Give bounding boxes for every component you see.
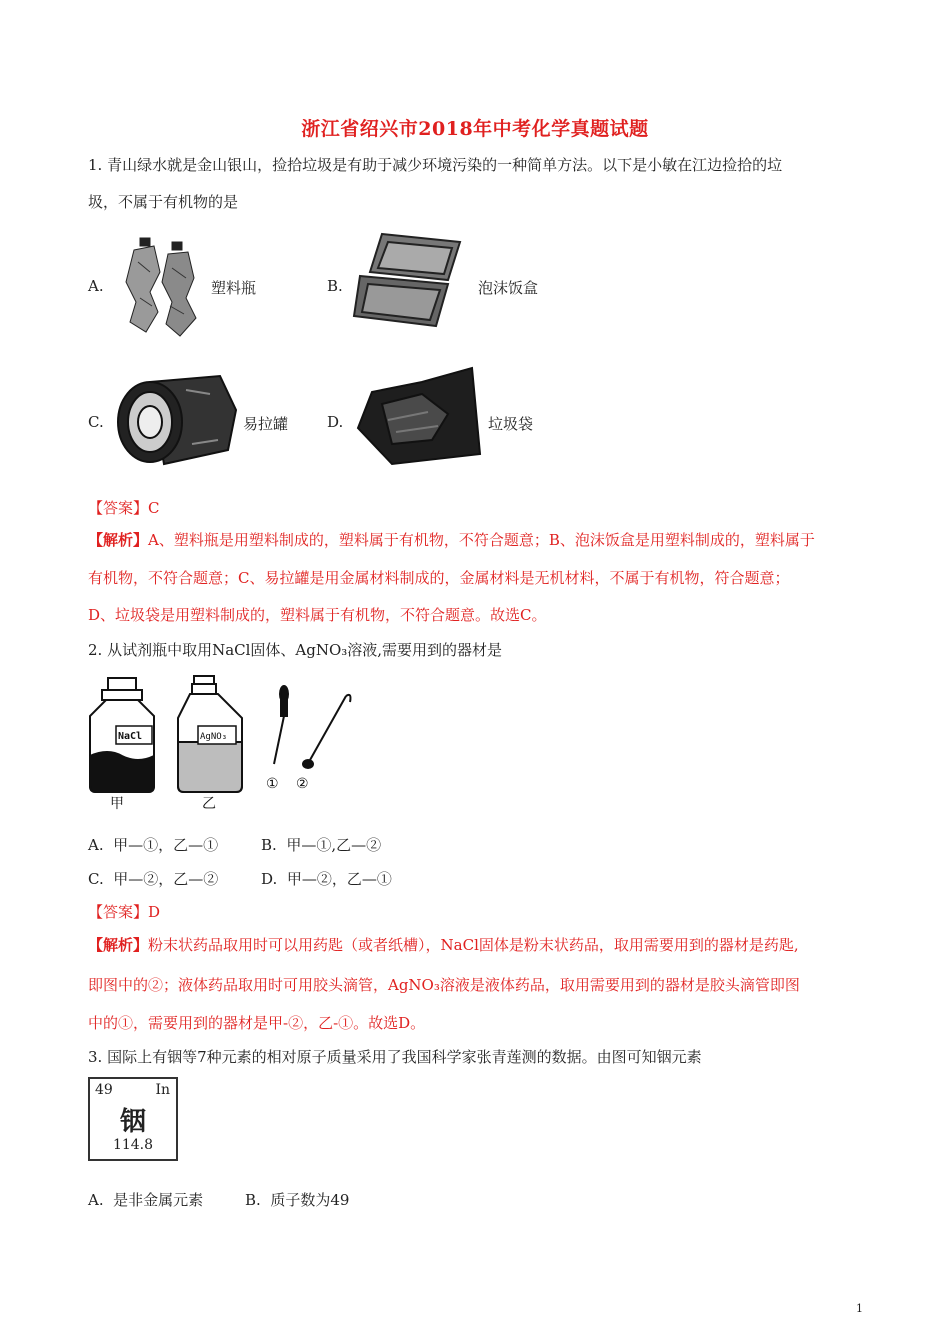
q1-stem-line1: 1. 青山绿水就是金山银山，捡拾垃圾是有助于减少环境污染的一种简单方法。以下是小敏在江边捡拾的垃 — [88, 156, 783, 174]
q1-option-d-label: 垃圾袋 — [488, 415, 534, 433]
q2-option-d-text: 甲—②，乙—① — [286, 870, 392, 888]
q2-option-d-letter: D. — [261, 870, 278, 888]
q2-option-b — [261, 835, 381, 855]
tool2-caption: ② — [296, 776, 309, 792]
q1-analysis-line1 — [88, 530, 815, 550]
q1-option-b-letter: B. — [327, 277, 343, 295]
q2-option-c-text: 甲—②，乙—② — [113, 870, 219, 888]
q2-option-a — [88, 835, 218, 855]
q1-option-d-letter: D. — [327, 413, 344, 431]
page-title: 浙江省绍兴市2018年中考化学真题试题 — [301, 118, 649, 140]
element-symbol: In — [155, 1082, 170, 1098]
q2-analysis-line2: 即图中的②；液体药品取用时可用胶头滴管，AgNO₃溶液是液体药品，取用需要用到的器材是胶头滴管即图 — [88, 976, 800, 994]
element-atomic-number: 49 — [95, 1082, 113, 1098]
q1-analysis-text1: A、塑料瓶是用塑料制成的，塑料属于有机物，不符合题意；B、泡沫饭盒是用塑料制成的，塑料属于 — [148, 531, 815, 549]
q3-stem: 3. 国际上有铟等7种元素的相对原子质量采用了我国科学家张青莲测的数据。由图可知铟元素 — [88, 1048, 702, 1066]
q2-analysis-line1 — [88, 935, 799, 955]
bottle1-caption: 甲 — [110, 796, 124, 812]
bottle2-caption: 乙 — [202, 796, 216, 812]
q1-analysis-tag: 【解析】 — [88, 531, 149, 549]
q2-option-b-letter: B. — [261, 836, 277, 854]
garbage-bag-image — [352, 364, 482, 468]
q2-analysis-tag: 【解析】 — [88, 936, 149, 954]
q1-option-c-letter: C. — [88, 413, 104, 431]
page-number: 1 — [856, 1302, 863, 1315]
q2-option-b-text: 甲—①,乙—② — [286, 836, 382, 854]
q1-option-a-letter: A. — [88, 277, 104, 295]
q2-option-c-letter: C. — [88, 870, 104, 888]
q3-option-a — [88, 1190, 203, 1210]
q3-option-a-text: 是非金属元素 — [113, 1191, 204, 1209]
bottle2-label: AgNO₃ — [200, 732, 228, 742]
q2-answer: 【答案】D — [88, 903, 161, 921]
q2-option-d — [261, 869, 392, 889]
tool1-caption: ① — [266, 776, 279, 792]
q1-stem-line2: 圾，不属于有机物的是 — [88, 193, 239, 211]
q3-option-a-letter: A. — [88, 1191, 104, 1209]
element-card — [88, 1077, 178, 1161]
q2-analysis-text1: 粉末状药品取用时可以用药匙（或者纸槽），NaCl固体是粉末状药品，取用需要用到的器材是药匙, — [148, 936, 799, 954]
spoon-icon — [303, 695, 351, 768]
q2-analysis-line3: 中的①，需要用到的器材是甲-②，乙-①。故选D。 — [88, 1014, 426, 1032]
dropper-icon — [274, 686, 288, 764]
q2-equipment-figure — [88, 672, 368, 814]
bottle1-label: NaCl — [118, 731, 143, 742]
q2-option-a-letter: A. — [88, 836, 104, 854]
q1-analysis-line3: D、垃圾袋是用塑料制成的，塑料属于有机物，不符合题意。故选C。 — [88, 606, 547, 624]
q2-option-c — [88, 869, 218, 889]
q3-option-b-letter: B. — [245, 1191, 261, 1209]
q1-answer: 【答案】C — [88, 499, 160, 517]
q1-option-a-label: 塑料瓶 — [211, 279, 257, 297]
q1-option-c-label: 易拉罐 — [243, 415, 289, 433]
q2-stem: 2. 从试剂瓶中取用NaCl固体、AgNO₃溶液,需要用到的器材是 — [88, 641, 503, 659]
q3-option-b-text: 质子数为49 — [270, 1191, 350, 1209]
plastic-bottle-image — [110, 232, 202, 338]
element-mass: 114.8 — [112, 1137, 154, 1153]
aluminum-can-image — [110, 370, 240, 470]
q3-option-b — [245, 1190, 349, 1210]
q1-option-b-label: 泡沫饭盒 — [478, 279, 539, 297]
element-name: 铟 — [119, 1107, 146, 1137]
q1-analysis-line2: 有机物，不符合题意；C、易拉罐是用金属材料制成的，金属材料是无机材料，不属于有机物，符合题意； — [88, 569, 790, 587]
foam-lunchbox-image — [352, 228, 470, 330]
q2-option-a-text: 甲—①，乙—① — [113, 836, 219, 854]
